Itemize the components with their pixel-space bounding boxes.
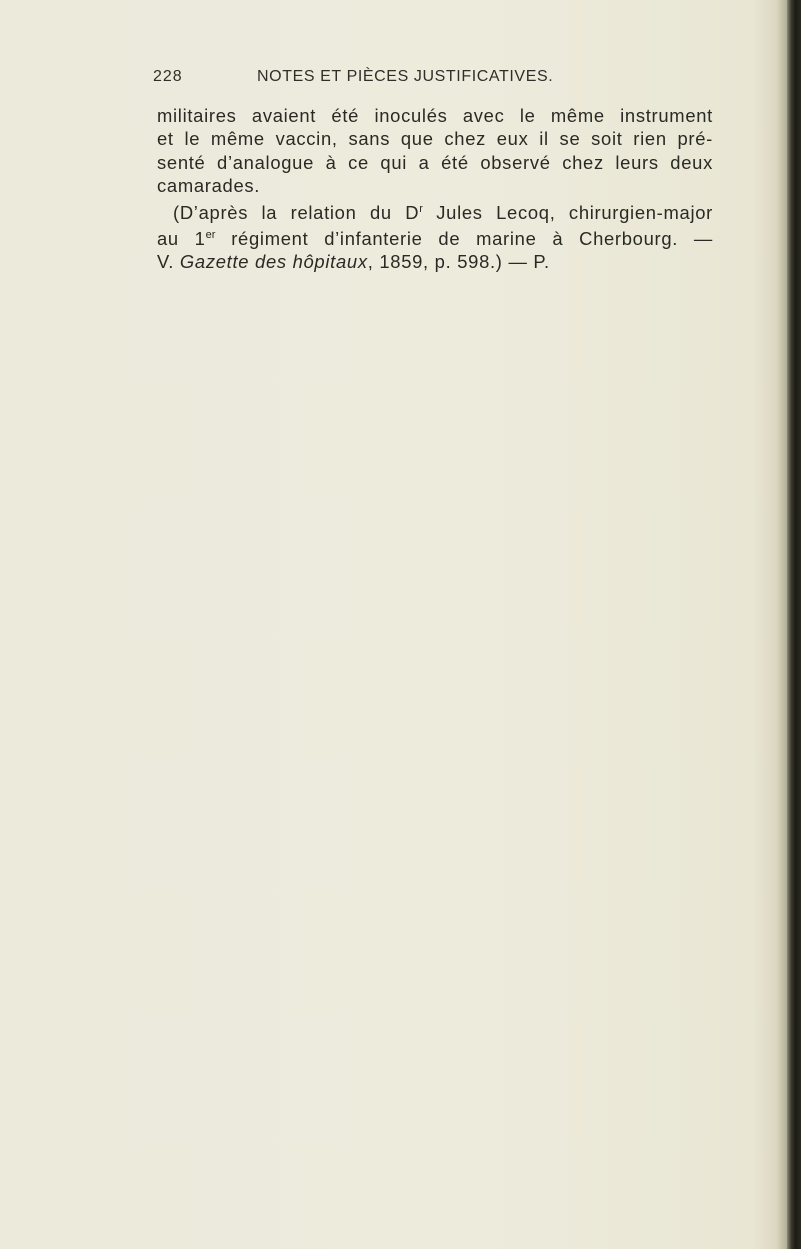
page-number: 228 — [153, 68, 183, 85]
superscript: er — [205, 229, 216, 242]
citation-text: V. — [157, 251, 180, 273]
citation-text: (D’après la relation du D — [173, 201, 420, 223]
running-title: NOTES ET PIÈCES JUSTIFICATIVES. — [257, 68, 554, 85]
superscript: r — [419, 202, 423, 215]
citation-line — [157, 250, 713, 273]
text-line: senté d’analogue à ce qui a été observé chez leurs deux — [157, 151, 713, 173]
page-binding-edge — [787, 0, 801, 1249]
body-text — [157, 104, 713, 274]
citation-text: , 1859, p. 598.) — P. — [367, 251, 550, 273]
page-gutter-shadow — [777, 0, 787, 1249]
citation-text: Jules Lecoq, chirurgien-major — [422, 201, 713, 223]
text-line: militaires avaient été inoculés avec le même instrument — [157, 105, 713, 126]
page-header — [153, 68, 593, 90]
text-line: camarades. — [157, 175, 261, 197]
text-line: et le même vaccin, sans que chez eux il se soit rien pré- — [157, 128, 713, 150]
citation-line — [157, 224, 713, 250]
citation-text: régiment d’infanterie de marine à Cherbourg. — — [215, 228, 714, 250]
citation-text: au 1 — [157, 228, 206, 250]
citation-line — [157, 198, 713, 224]
journal-title: Gazette des hôpitaux — [179, 251, 368, 273]
